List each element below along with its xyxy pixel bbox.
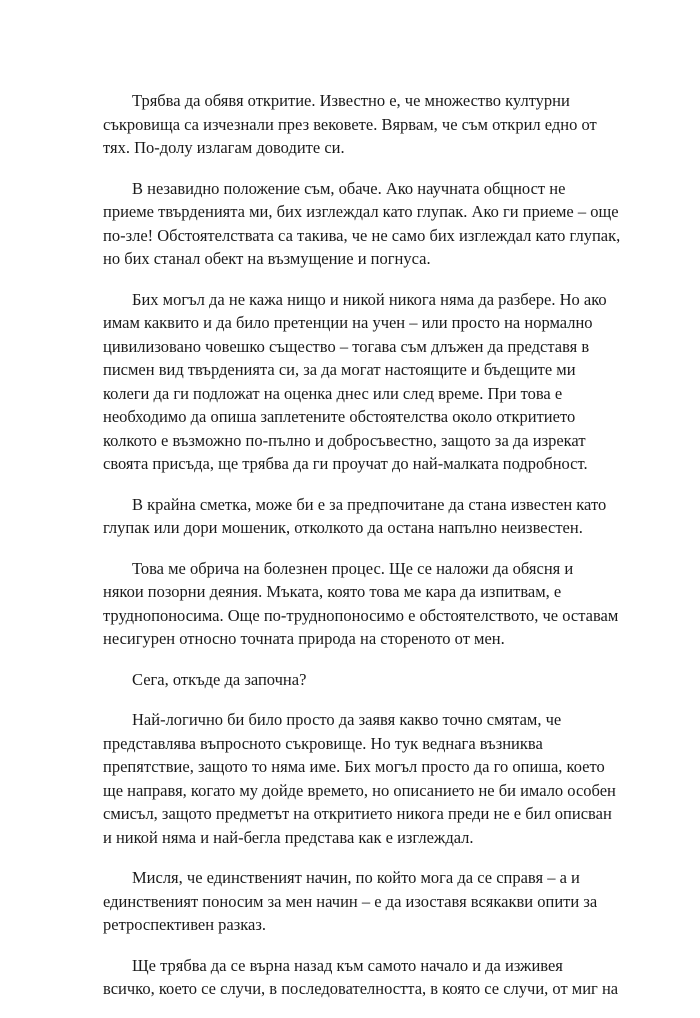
paragraph <box>103 954 619 1001</box>
text-line: Това ме обрича на болезнен процес. Ще се наложи да обясня и <box>132 558 574 578</box>
text-line: В незавидно положение съм, обаче. Ако научната общност не <box>132 178 566 198</box>
text-line: Ще трябва да се върна назад към самото начало и да изживея <box>132 955 563 975</box>
paragraph <box>103 708 616 849</box>
text-line: необходимо да опиша заплетените обстоятелства около откритието <box>103 407 576 426</box>
text-line: някои позорни деяния. Мъката, която това ме кара да изпитвам, е <box>103 582 562 601</box>
text-line: цивилизовано човешко същество – тогава съм длъжен да представя в <box>103 336 590 356</box>
text-line: Мисля, че единственият начин, по който мога да се справя – а и <box>132 868 580 887</box>
text-line: Трябва да обявя откритие. Известно е, че множество културни <box>132 91 570 110</box>
text-line: всичко, което се случи, в последователността, в която се случи, от миг на <box>103 979 619 998</box>
paragraph <box>103 89 608 160</box>
paragraph <box>103 288 608 476</box>
text-line: колеги да ги подложат на оценка днес или след време. При това е <box>103 383 563 403</box>
text-line: ретроспективен разказ. <box>103 915 267 934</box>
paragraph <box>103 493 608 540</box>
text-line: своята присъда, ще трябва да ги проучат до най-малката подробност. <box>103 454 588 473</box>
paragraph <box>103 557 619 651</box>
text-line: имам каквито и да било претенции на учен – или просто на нормално <box>103 313 593 332</box>
text-line: Сега, откъде да започна? <box>132 669 307 689</box>
text-line: колкото е възможно по-пълно и добросъвестно, защото за да изрекат <box>103 430 586 450</box>
text-line: несигурен относно точната природа на стореното от мен. <box>103 629 505 648</box>
paragraph <box>103 866 608 937</box>
text-line: приеме твърденията ми, бих изглеждал като глупак. Ако ги приеме – още <box>103 202 619 221</box>
text-line: Най-логично би било просто да заявя какво точно смятам, че <box>132 710 562 729</box>
text-line: ще направя, когато му дойде времето, но описанието не би имало особен <box>103 780 616 800</box>
text-line: смисъл, защото предметът на откритието никога преди не е бил описван <box>103 804 612 823</box>
text-line: глупак или дори мошеник, отколкото да остана напълно неизвестен. <box>103 518 583 537</box>
document-body <box>103 89 621 1018</box>
text-line: труднопоносима. Още по-труднопоносимо е обстоятелството, че оставам <box>103 605 619 625</box>
text-line: единственият поносим за мен начин – е да изоставя всякакви опити за <box>103 891 598 911</box>
text-line: съкровища са изчезнали през вековете. Вярвам, че съм открил едно от <box>103 114 597 134</box>
text-line: Бих могъл да не кажа нищо и никой никога няма да разбере. Но ако <box>132 289 607 309</box>
text-line: писмен вид твърденията си, за да могат настоящите и бъдещите ми <box>103 360 576 379</box>
text-line: тях. По-долу излагам доводите си. <box>103 138 345 157</box>
text-line: представлява въпросното съкровище. Но тук веднага възниква <box>103 733 543 753</box>
text-line: и никой няма и най-бегла представа как е изглеждал. <box>103 827 474 847</box>
paragraph <box>103 177 621 271</box>
text-line: препятствие, защото то няма име. Бих могъл просто да го опиша, което <box>103 757 605 776</box>
paragraph <box>103 668 608 692</box>
text-line: по-зле! Обстоятелствата са такива, че не само бих изглеждал като глупак, <box>103 225 621 245</box>
text-line: В крайна сметка, може би е за предпочитане да стана известен като <box>132 494 607 514</box>
text-line: но бих станал обект на възмущение и погнуса. <box>103 249 431 268</box>
